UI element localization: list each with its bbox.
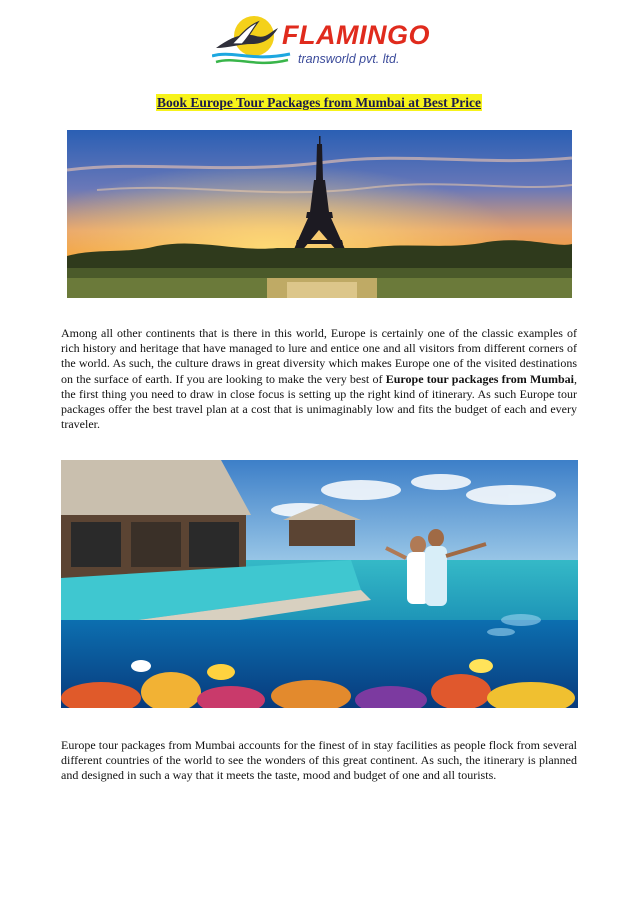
page-title-text: Book Europe Tour Packages from Mumbai at Best Price	[157, 95, 481, 110]
page-title	[0, 96, 638, 110]
eiffel-tower-image	[67, 130, 572, 298]
company-logo	[212, 10, 428, 72]
flamingo-bird-icon	[212, 10, 292, 72]
logo-brand-text: FLAMINGO	[282, 20, 430, 50]
intro-bold-keyword: Europe tour packages from Mumbai	[385, 371, 575, 386]
intro-text-part1: Among all other continents that is there in this world, Europe is certainly one of the classic examples of rich history and heritage that have managed to lure and entice one and all visitors from different corners of the world. As such, the culture draws in great diversity which makes Europe one of the visited destinations on the surface of earth. If you are looking to make the very best of	[61, 326, 577, 386]
second-paragraph: Europe tour packages from Mumbai accounts for the finest of in stay facilities as people flock from several different countries of the world to see the wonders of this great continent. As such, the itinerary is planned and designed in such a way that it meets the taste, mood and budget of one and all tourists.	[61, 738, 577, 783]
intro-paragraph	[61, 326, 577, 432]
logo-tagline: transworld pvt. ltd.	[298, 52, 400, 66]
resort-image	[61, 460, 578, 708]
intro-text-part2: , the first thing you need to draw in close focus is setting up the right kind of itinerary. As such Europe tour packages offer the best travel plan at a cost that is unimaginably low and fits the budget of each and every traveler.	[61, 371, 578, 432]
eiffel-tower-photo	[67, 130, 572, 298]
resort-underwater-photo	[61, 460, 578, 708]
